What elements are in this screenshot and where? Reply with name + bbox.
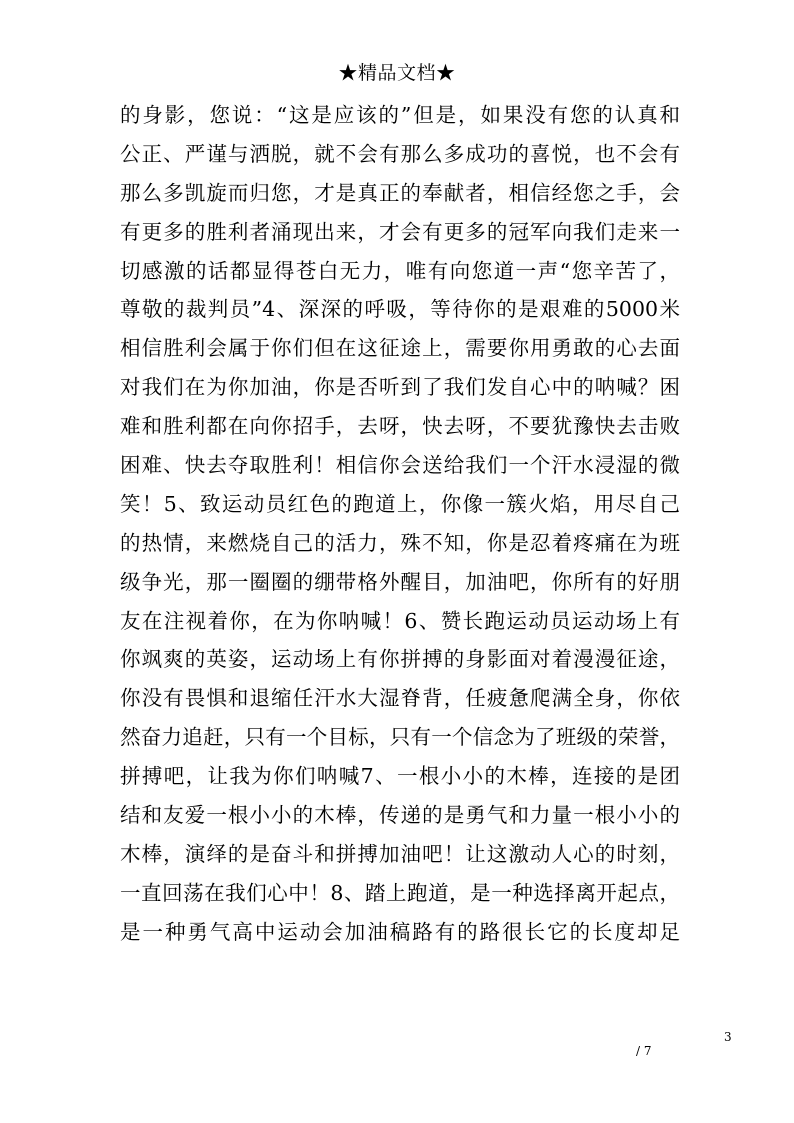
document-header: ★精品文档★	[338, 62, 456, 84]
text-line: 有更多的胜利者涌现出来，才会有更多的冠军向我们走来一	[120, 219, 680, 244]
text-line: 相信胜利会属于你们但在这征途上，需要你用勇敢的心去面	[120, 336, 680, 361]
text-line: 木棒，演绎的是奋斗和拼搏加油吧！让这激动人心的时刻，	[120, 841, 680, 866]
document-body	[120, 96, 680, 952]
text-line: 你没有畏惧和退缩任汗水大湿脊背，任疲惫爬满全身，你依	[120, 686, 680, 711]
text-line: 的身影，您说：“这是应该的”但是，如果没有您的认真和	[120, 103, 680, 127]
text-line: 你飒爽的英姿，运动场上有你拼搏的身影面对着漫漫征途，	[120, 647, 680, 672]
text-line: 级争光，那一圈圈的绷带格外醒目，加油吧，你所有的好朋	[120, 569, 680, 594]
text-line: 一直回荡在我们心中！8、踏上跑道，是一种选择离开起点，	[120, 880, 680, 905]
text-line: 尊敬的裁判员”4、深深的呼吸，等待你的是艰难的5000米	[120, 297, 680, 322]
text-line: 切感激的话都显得苍白无力，唯有向您道一声“您辛苦了，	[120, 258, 680, 283]
text-line: 拼搏吧，让我为你们呐喊7、一根小小的木棒，连接的是团	[120, 764, 680, 789]
text-line: 然奋力追赶，只有一个目标，只有一个信念为了班级的荣誉，	[120, 725, 680, 750]
page-number: 3	[724, 1030, 732, 1044]
text-line: 公正、严谨与洒脱，就不会有那么多成功的喜悦，也不会有	[120, 141, 680, 166]
text-line: 结和友爱一根小小的木棒，传递的是勇气和力量一根小小的	[120, 803, 680, 828]
text-line: 困难、快去夺取胜利！相信你会送给我们一个汗水浸湿的微	[120, 453, 680, 478]
page-total: / 7	[636, 1044, 652, 1058]
text-line: 友在注视着你，在为你呐喊！6、赞长跑运动员运动场上有	[120, 608, 680, 633]
text-line: 是一种勇气高中运动会加油稿路有的路很长它的长度却足	[120, 919, 680, 944]
text-line: 难和胜利都在向你招手，去呀，快去呀，不要犹豫快去击败	[120, 414, 680, 439]
text-line: 的热情，来燃烧自己的活力，殊不知，你是忍着疼痛在为班	[120, 530, 680, 555]
text-line: 那么多凯旋而归您，才是真正的奉献者，相信经您之手，会	[120, 180, 680, 205]
text-line: 笑！5、致运动员红色的跑道上，你像一簇火焰，用尽自己	[120, 491, 680, 516]
text-line: 对我们在为你加油，你是否听到了我们发自心中的呐喊？困	[120, 375, 680, 400]
